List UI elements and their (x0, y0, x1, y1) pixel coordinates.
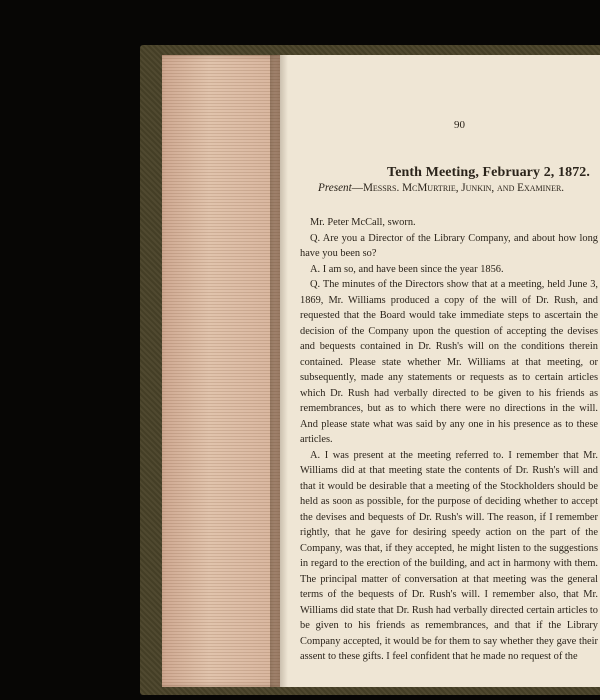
paragraph-question-2: Q. The minutes of the Directors show that at a meeting, held June 3, 1869, Mr. Williams produced a copy of the will of Dr. Rush, and requested that the Board would take immediate steps to ascertain the decision of the Company upon the question of accepting the devises and bequests contained in Dr. Rush's will on the conditions therein contained. Please state whether Mr. Williams at that meeting, or subsequently, made any statements or requests as to certain articles which Dr. Rush had verbally directed to be given to his friends as remembrances, but as to which there were no directions in the will. And please state what was said by any one in his presence as to these articles. (300, 279, 598, 445)
paragraph-answer-2: A. I was present at the meeting referred to. I remember that Mr. Williams did at that meeting state the contents of Dr. Rush's will and that it would be desirable that a meeting of the Stockholders should be held as soon as possible, for the purpose of deciding whether to accept the devises and bequests of Dr. Rush's will. The reason, if I remember rightly, that he gave for desiring speedy action on the part of the Company, was that, if they accepted, he might listen to the suggestions in regard to the erection of the building, and act in harmony with them. The principal matter of conversation at that meeting was the general terms of the bequests of Dr. Rush's will. I remember also, that Mr. Williams did state that Dr. Rush had verbally directed certain articles to be given to his friends as remembrances, and that if the Library Company accepted, it would be for them to say whether they gave their assent to these gifts. I feel confident that he made no request of the (300, 449, 598, 662)
paragraph-answer-1: A. I am so, and have been since the year 1856. (310, 263, 504, 275)
present-label: Present (318, 182, 352, 194)
body-text (300, 215, 598, 665)
present-names: —Messrs. McMurtrie, Junkin, and Examiner. (351, 182, 565, 194)
gutter-shadow (270, 55, 288, 687)
paragraph-question-1: Q. Are you a Director of the Library Company, and about how long have you been so? (300, 232, 598, 259)
meeting-heading: Tenth Meeting, February 2, 1872. (387, 165, 590, 180)
present-line (318, 182, 564, 194)
text-page (290, 55, 600, 687)
page-edges (162, 55, 280, 687)
page-number: 90 (454, 119, 465, 131)
paragraph-witness: Mr. Peter McCall, sworn. (310, 217, 416, 228)
page-block (162, 55, 600, 687)
book (140, 45, 600, 695)
